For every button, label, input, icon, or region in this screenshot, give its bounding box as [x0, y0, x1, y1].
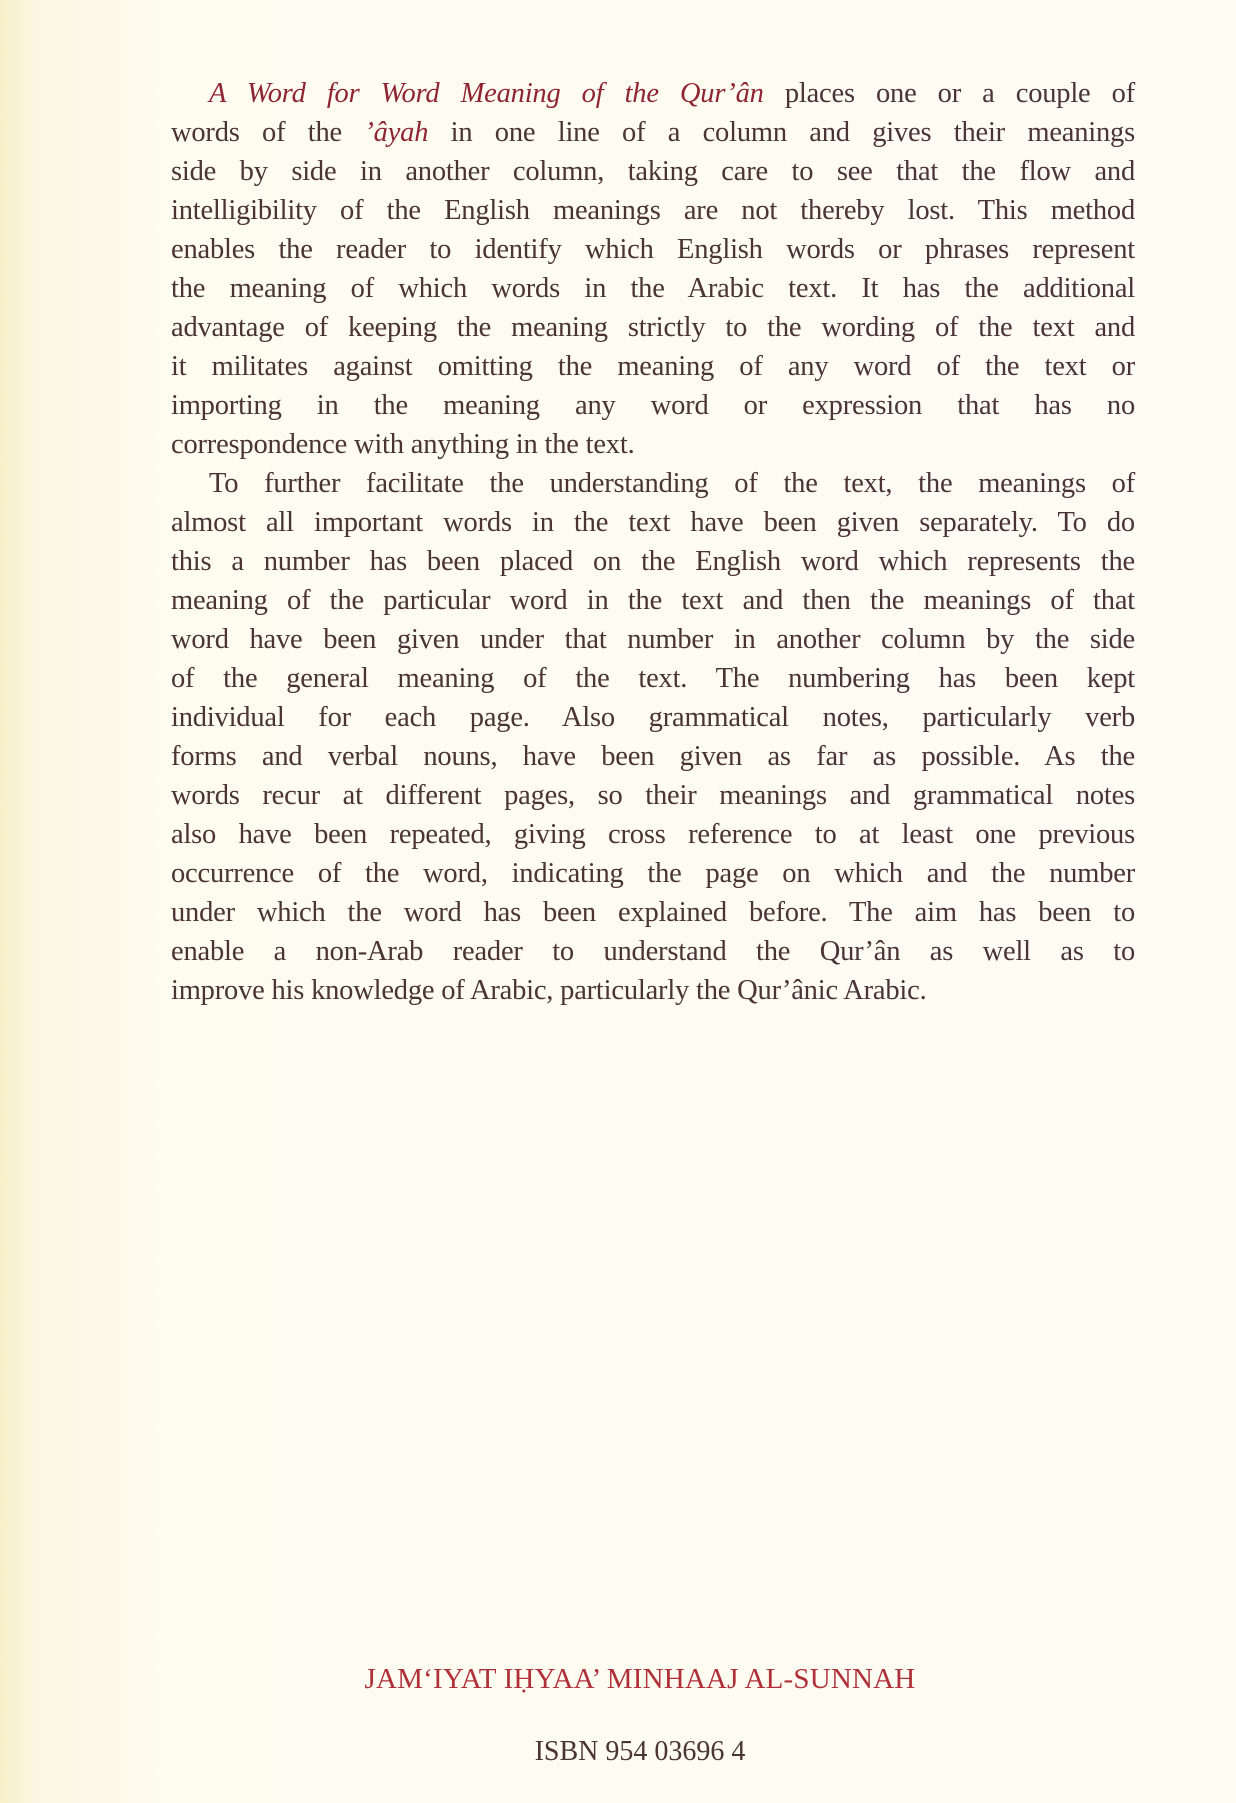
- paragraph: [171, 74, 1135, 464]
- text-line: [171, 191, 1135, 230]
- text-line: [171, 893, 1135, 932]
- text-segment: side by side in another column, taking care to see that the flow and: [171, 156, 1135, 187]
- text-segment: To further facilitate the understanding of the text, the meanings of: [209, 468, 1135, 499]
- text-segment: importing in the meaning any word or expression that has no: [171, 390, 1135, 421]
- text-segment: words recur at different pages, so their meanings and grammatical notes: [171, 780, 1135, 811]
- text-line: [171, 932, 1135, 971]
- text-line: [171, 854, 1135, 893]
- text-segment: occurrence of the word, indicating the page on which and the number: [171, 858, 1135, 889]
- text-line: [171, 698, 1135, 737]
- text-segment: of the general meaning of the text. The numbering has been kept: [171, 663, 1135, 694]
- publisher-name: JAM‘IYAT IḤYAA’ MINHAAJ AL-SUNNAH: [364, 1663, 916, 1695]
- text-segment: it militates against omitting the meaning of any word of the text or: [171, 351, 1135, 382]
- text-line: [171, 776, 1135, 815]
- text-segment: words of the: [171, 117, 365, 148]
- text-line: [171, 152, 1135, 191]
- text-segment: forms and verbal nouns, have been given as far as possible. As the: [171, 741, 1135, 772]
- text-line: [171, 503, 1135, 542]
- text-segment: almost all important words in the text have been given separately. To do: [171, 507, 1135, 538]
- text-line: [171, 347, 1135, 386]
- text-segment: this a number has been placed on the English word which represents the: [171, 546, 1135, 577]
- isbn-number: ISBN 954 03696 4: [534, 1736, 746, 1767]
- text-line: [171, 971, 1135, 1010]
- text-line: [171, 113, 1135, 152]
- back-cover-description: [171, 74, 1135, 1010]
- text-line: [171, 386, 1135, 425]
- text-line: [171, 74, 1135, 113]
- paragraph: [171, 464, 1135, 1010]
- text-line: [171, 620, 1135, 659]
- text-line: [171, 581, 1135, 620]
- text-line: [171, 542, 1135, 581]
- text-segment: word have been given under that number in another column by the side: [171, 624, 1135, 655]
- text-segment: also have been repeated, giving cross reference to at least one previous: [171, 819, 1135, 850]
- italic-title-text: A Word for Word Meaning of the Qur’ân: [209, 78, 764, 109]
- text-line: [171, 464, 1135, 503]
- text-line: [171, 737, 1135, 776]
- text-segment: the meaning of which words in the Arabic text. It has the additional: [171, 273, 1135, 304]
- text-segment: places one or a couple of: [763, 78, 1135, 109]
- italic-title-text: ’âyah: [364, 117, 429, 148]
- text-segment: correspondence with anything in the text.: [171, 429, 635, 460]
- text-line: [171, 230, 1135, 269]
- text-line: [171, 308, 1135, 347]
- text-line: [171, 425, 1135, 464]
- text-line: [171, 269, 1135, 308]
- text-segment: meaning of the particular word in the text and then the meanings of that: [171, 585, 1135, 616]
- text-segment: enables the reader to identify which English words or phrases represent: [171, 234, 1135, 265]
- text-segment: advantage of keeping the meaning strictly to the wording of the text and: [171, 312, 1135, 343]
- text-segment: intelligibility of the English meanings are not thereby lost. This method: [171, 195, 1135, 226]
- text-line: [171, 815, 1135, 854]
- text-segment: in one line of a column and gives their meanings: [428, 117, 1135, 148]
- text-segment: improve his knowledge of Arabic, particularly the Qur’ânic Arabic.: [171, 975, 927, 1006]
- text-segment: individual for each page. Also grammatical notes, particularly verb: [171, 702, 1135, 733]
- text-line: [171, 659, 1135, 698]
- text-segment: under which the word has been explained before. The aim has been to: [171, 897, 1135, 928]
- text-segment: enable a non-Arab reader to understand the Qur’ân as well as to: [171, 936, 1135, 967]
